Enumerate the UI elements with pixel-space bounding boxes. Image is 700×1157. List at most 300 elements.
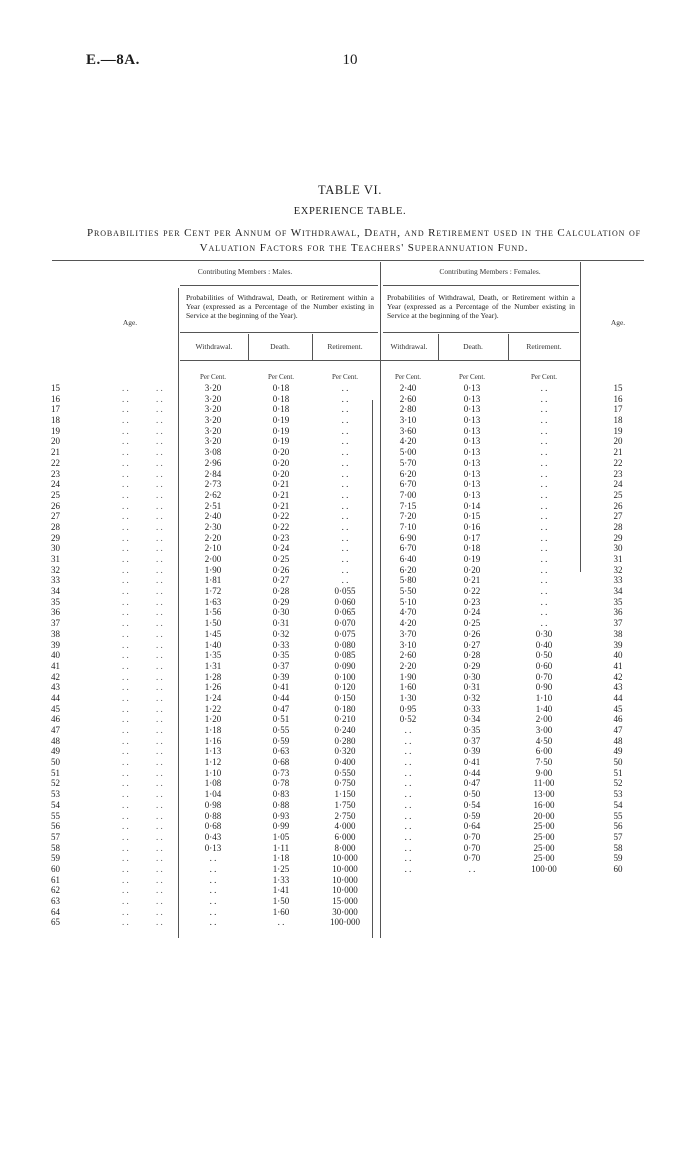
death-male-cell: . . — [277, 917, 285, 928]
death-male-cell: 0·63 — [272, 746, 290, 757]
table-row — [0, 607, 700, 618]
death-male-cell: 0·18 — [272, 383, 290, 393]
age-cell: 60 — [51, 863, 60, 874]
withdrawal-male-cell: 1·50 — [204, 618, 222, 629]
leader-dots: . . — [156, 404, 163, 415]
death-female-cell: 0·24 — [463, 607, 481, 618]
table-row — [0, 853, 700, 864]
withdrawal-male-cell: . . — [209, 853, 217, 864]
age-cell-right: 41 — [613, 660, 623, 671]
unit-label: Per Cent. — [394, 373, 422, 381]
withdrawal-male-cell: 1·28 — [204, 671, 222, 682]
table-row — [0, 447, 700, 458]
death-male-cell: 1·11 — [272, 842, 290, 853]
retirement-female-cell: 0·90 — [535, 682, 553, 693]
withdrawal-male-cell: 2·73 — [204, 479, 222, 490]
leader-dots: . . — [156, 543, 163, 554]
death-male-cell: 0·22 — [272, 521, 290, 532]
retirement-male-cell: . . — [341, 415, 349, 426]
withdrawal-female-cell: 7·20 — [399, 511, 417, 522]
col-header-death-male: Death. — [270, 342, 290, 351]
retirement-female-cell: 3·00 — [535, 725, 553, 735]
retirement-male-cell: . . — [341, 489, 349, 500]
withdrawal-male-cell: 3·20 — [204, 393, 222, 404]
death-male-cell: 1·05 — [272, 831, 290, 842]
withdrawal-male-cell: . . — [209, 885, 217, 896]
retirement-male-cell: 0·240 — [334, 725, 356, 735]
withdrawal-female-cell: 0·95 — [399, 703, 417, 714]
age-cell-right: 46 — [613, 714, 623, 725]
table-row — [0, 501, 700, 512]
leader-dots: . . — [122, 682, 129, 693]
withdrawal-female-cell: 4·70 — [399, 607, 417, 618]
retirement-female-cell: . . — [540, 618, 548, 629]
table-row — [0, 383, 700, 394]
table-row — [0, 404, 700, 415]
death-female-cell: 0·34 — [463, 714, 481, 725]
withdrawal-female-cell: 3·60 — [399, 425, 417, 436]
retirement-male-cell: . . — [341, 532, 349, 543]
leader-dots: . . — [122, 404, 129, 415]
withdrawal-male-cell: 1·16 — [204, 735, 222, 746]
retirement-male-cell: 0·550 — [334, 767, 356, 778]
age-cell: 59 — [51, 853, 60, 864]
leader-dots: . . — [156, 853, 163, 864]
leader-dots: . . — [122, 479, 129, 490]
death-female-cell: 0·13 — [463, 383, 481, 393]
experience-table-body — [0, 383, 700, 928]
withdrawal-female-cell: 7·10 — [399, 521, 417, 532]
table-row — [0, 693, 700, 704]
death-male-cell: 0·44 — [272, 692, 290, 703]
death-male-cell: 1·25 — [272, 863, 290, 874]
table-row — [0, 458, 700, 469]
age-cell-right: 17 — [613, 404, 623, 415]
withdrawal-male-cell: 0·98 — [204, 799, 222, 810]
retirement-male-cell: 0·180 — [334, 703, 356, 714]
death-male-cell: 0·35 — [272, 650, 290, 661]
leader-dots: . . — [122, 618, 129, 629]
retirement-male-cell: . . — [341, 479, 349, 490]
death-female-cell: 0·27 — [463, 639, 481, 650]
table-row — [0, 800, 700, 811]
retirement-female-cell: 11·00 — [533, 778, 555, 789]
withdrawal-female-cell: . . — [404, 789, 412, 800]
retirement-female-cell: . . — [540, 404, 548, 415]
death-male-cell: 0·28 — [272, 586, 290, 597]
withdrawal-female-cell: . . — [404, 735, 412, 746]
leader-dots: . . — [156, 425, 163, 436]
retirement-female-cell: 9·00 — [535, 767, 553, 778]
retirement-female-cell: . . — [540, 500, 548, 511]
retirement-male-cell: 0·320 — [334, 746, 356, 757]
leader-dots: . . — [122, 500, 129, 511]
age-header-left: Age. — [122, 318, 138, 327]
leader-dots: . . — [122, 885, 129, 896]
leader-dots: . . — [156, 703, 163, 714]
retirement-female-cell: 100·00 — [531, 863, 557, 874]
table-row — [0, 479, 700, 490]
retirement-female-cell: 1·40 — [535, 703, 553, 714]
age-cell: 16 — [51, 393, 60, 404]
age-cell: 51 — [51, 767, 60, 778]
death-male-cell: 0·29 — [272, 596, 290, 607]
withdrawal-male-cell: 1·22 — [204, 703, 222, 714]
age-cell: 53 — [51, 789, 60, 800]
withdrawal-male-cell: . . — [209, 896, 217, 906]
age-cell: 50 — [51, 757, 60, 768]
leader-dots: . . — [156, 863, 163, 874]
retirement-male-cell: . . — [341, 468, 349, 479]
death-male-cell: 0·25 — [272, 554, 290, 564]
death-male-cell: 0·24 — [272, 543, 290, 554]
death-female-cell: 0·50 — [463, 789, 481, 800]
table-row — [0, 597, 700, 608]
retirement-female-cell: . . — [540, 383, 548, 393]
withdrawal-male-cell: 1·08 — [204, 778, 222, 789]
retirement-male-cell: 0·085 — [334, 650, 356, 661]
leader-dots: . . — [122, 511, 129, 522]
age-cell-right: 28 — [613, 521, 623, 532]
leader-dots: . . — [122, 917, 129, 928]
age-cell-right: 59 — [613, 853, 623, 864]
withdrawal-female-cell: . . — [404, 863, 412, 874]
age-cell: 43 — [51, 682, 60, 693]
leader-dots: . . — [156, 660, 163, 671]
table-row — [0, 736, 700, 747]
death-male-cell: 0·21 — [272, 500, 290, 511]
death-female-cell: 0·13 — [463, 404, 481, 415]
age-cell: 57 — [51, 831, 60, 842]
leader-dots: . . — [122, 810, 129, 821]
retirement-male-cell: 100·000 — [330, 917, 360, 928]
age-cell: 31 — [51, 554, 60, 564]
withdrawal-male-cell: 3·20 — [204, 383, 222, 393]
leader-dots: . . — [122, 906, 129, 917]
age-cell-right: 33 — [613, 575, 623, 586]
withdrawal-female-cell: 6·40 — [399, 554, 417, 564]
retirement-male-cell: . . — [341, 500, 349, 511]
retirement-male-cell: 0·080 — [334, 639, 356, 650]
death-male-cell: 0·32 — [272, 628, 290, 639]
withdrawal-male-cell: 3·08 — [204, 447, 222, 458]
table-row — [0, 436, 700, 447]
table-row — [0, 896, 700, 907]
col-header-retirement-male: Retirement. — [327, 342, 363, 351]
death-male-cell: 1·41 — [272, 885, 290, 896]
retirement-male-cell: 6·000 — [334, 831, 356, 842]
table-row — [0, 522, 700, 533]
leader-dots: . . — [156, 757, 163, 768]
age-cell-right: 38 — [613, 628, 623, 639]
table-row — [0, 554, 700, 565]
death-male-cell: 0·78 — [272, 778, 290, 789]
retirement-male-cell: . . — [341, 447, 349, 458]
withdrawal-male-cell: 2·20 — [204, 532, 222, 543]
withdrawal-male-cell: 1·18 — [204, 725, 222, 735]
age-cell: 28 — [51, 521, 60, 532]
age-cell: 17 — [51, 404, 60, 415]
death-male-cell: 0·51 — [272, 714, 290, 725]
age-cell-right: 19 — [613, 425, 623, 436]
retirement-female-cell: . . — [540, 586, 548, 597]
withdrawal-female-cell: 2·80 — [399, 404, 417, 415]
leader-dots: . . — [122, 853, 129, 864]
leader-dots: . . — [156, 906, 163, 917]
death-female-cell: 0·39 — [463, 746, 481, 757]
leader-dots: . . — [156, 896, 163, 906]
death-male-cell: 1·33 — [272, 874, 290, 885]
withdrawal-female-cell: 2·60 — [399, 650, 417, 661]
withdrawal-female-cell: . . — [404, 757, 412, 768]
leader-dots: . . — [122, 714, 129, 725]
withdrawal-female-cell: 4·20 — [399, 618, 417, 629]
table-row — [0, 811, 700, 822]
leader-dots: . . — [122, 447, 129, 458]
withdrawal-male-cell: . . — [209, 917, 217, 928]
age-cell: 44 — [51, 692, 60, 703]
death-male-cell: 0·68 — [272, 757, 290, 768]
retirement-female-cell: . . — [540, 521, 548, 532]
leader-dots: . . — [156, 500, 163, 511]
death-female-cell: 0·33 — [463, 703, 481, 714]
leader-dots: . . — [122, 393, 129, 404]
retirement-female-cell: . . — [540, 468, 548, 479]
withdrawal-female-cell: 3·70 — [399, 628, 417, 639]
withdrawal-female-cell: 6·20 — [399, 468, 417, 479]
withdrawal-female-cell: 1·30 — [399, 692, 417, 703]
leader-dots: . . — [122, 735, 129, 746]
withdrawal-female-cell: 2·20 — [399, 660, 417, 671]
leader-dots: . . — [156, 479, 163, 490]
retirement-female-cell: . . — [540, 436, 548, 447]
age-cell: 64 — [51, 906, 60, 917]
table-row — [0, 725, 700, 736]
withdrawal-male-cell: 2·30 — [204, 521, 222, 532]
withdrawal-male-cell: 1·04 — [204, 789, 222, 800]
death-female-cell: 0·13 — [463, 457, 481, 468]
death-male-cell: 0·18 — [272, 404, 290, 415]
age-cell: 46 — [51, 714, 60, 725]
leader-dots: . . — [156, 917, 163, 928]
retirement-male-cell: 0·065 — [334, 607, 356, 618]
leader-dots: . . — [156, 842, 163, 853]
leader-dots: . . — [122, 468, 129, 479]
retirement-male-cell: . . — [341, 383, 349, 393]
leader-dots: . . — [156, 778, 163, 789]
male-group-rule — [180, 285, 378, 286]
retirement-female-cell: . . — [540, 479, 548, 490]
table-row — [0, 394, 700, 405]
retirement-female-cell: . . — [540, 489, 548, 500]
retirement-male-cell: 30·000 — [332, 906, 358, 917]
retirement-female-cell: . . — [540, 511, 548, 522]
retirement-male-cell: . . — [341, 425, 349, 436]
leader-dots: . . — [156, 586, 163, 597]
withdrawal-female-cell: . . — [404, 853, 412, 864]
age-cell-right: 51 — [613, 767, 623, 778]
retirement-male-cell: 15·000 — [332, 896, 358, 906]
leader-dots: . . — [122, 703, 129, 714]
death-male-cell: 0·20 — [272, 457, 290, 468]
retirement-male-cell: 0·055 — [334, 586, 356, 597]
retirement-male-cell: 0·210 — [334, 714, 356, 725]
withdrawal-male-cell: 0·68 — [204, 821, 222, 832]
death-female-cell: 0·25 — [463, 618, 481, 629]
leader-dots: . . — [122, 586, 129, 597]
death-male-cell: 0·27 — [272, 575, 290, 586]
death-male-cell: 1·60 — [272, 906, 290, 917]
age-cell-right: 54 — [613, 799, 623, 810]
age-cell-right: 15 — [613, 383, 623, 393]
leader-dots: . . — [156, 575, 163, 586]
retirement-male-cell: . . — [341, 436, 349, 447]
table-row — [0, 789, 700, 800]
death-male-cell: 0·59 — [272, 735, 290, 746]
retirement-male-cell: 1·150 — [334, 789, 356, 800]
age-cell: 18 — [51, 415, 60, 426]
leader-dots: . . — [156, 725, 163, 735]
leader-dots: . . — [122, 660, 129, 671]
age-cell: 41 — [51, 660, 60, 671]
death-female-cell: 0·31 — [463, 682, 481, 693]
age-cell-right: 55 — [613, 810, 623, 821]
leader-dots: . . — [156, 799, 163, 810]
age-cell: 63 — [51, 896, 60, 906]
age-cell-right: 47 — [613, 725, 623, 735]
leader-dots: . . — [156, 767, 163, 778]
withdrawal-male-cell: 2·00 — [204, 554, 222, 564]
retirement-female-cell: 13·00 — [533, 789, 555, 800]
table-row — [0, 682, 700, 693]
withdrawal-female-cell: 3·10 — [399, 415, 417, 426]
leader-dots: . . — [156, 789, 163, 800]
death-male-cell: 1·50 — [272, 896, 290, 906]
withdrawal-male-cell: 3·20 — [204, 436, 222, 447]
death-female-cell: . . — [468, 863, 476, 874]
death-male-cell: 0·22 — [272, 511, 290, 522]
retirement-female-cell: . . — [540, 457, 548, 468]
death-male-cell: 0·19 — [272, 436, 290, 447]
age-cell-right: 52 — [613, 778, 623, 789]
withdrawal-male-cell: 2·40 — [204, 511, 222, 522]
death-female-cell: 0·17 — [463, 532, 481, 543]
death-female-cell: 0·54 — [463, 799, 481, 810]
death-male-cell: 0·21 — [272, 479, 290, 490]
age-cell-right: 57 — [613, 831, 623, 842]
retirement-female-cell: 2·00 — [535, 714, 553, 725]
age-cell-right: 34 — [613, 586, 623, 597]
death-male-cell: 0·30 — [272, 607, 290, 618]
withdrawal-male-cell: 1·24 — [204, 692, 222, 703]
retirement-male-cell: 0·070 — [334, 618, 356, 629]
leader-dots: . . — [156, 682, 163, 693]
retirement-female-cell: 0·50 — [535, 650, 553, 661]
retirement-female-cell: 0·70 — [535, 671, 553, 682]
header-top-rule — [52, 260, 644, 261]
age-cell-right: 56 — [613, 821, 623, 832]
age-cell: 40 — [51, 650, 60, 661]
leader-dots: . . — [156, 415, 163, 426]
leader-dots: . . — [156, 511, 163, 522]
death-female-cell: 0·13 — [463, 415, 481, 426]
leader-dots: . . — [122, 436, 129, 447]
retirement-male-cell: 10·000 — [332, 853, 358, 864]
leader-dots: . . — [156, 671, 163, 682]
age-cell: 32 — [51, 564, 60, 575]
table-row — [0, 821, 700, 832]
retirement-female-cell: . . — [540, 564, 548, 575]
leader-dots: . . — [122, 863, 129, 874]
retirement-male-cell: 0·060 — [334, 596, 356, 607]
age-cell-right: 26 — [613, 500, 623, 511]
leader-dots: . . — [122, 521, 129, 532]
female-group-rule — [383, 285, 579, 286]
leader-dots: . . — [122, 831, 129, 842]
female-probability-note: Probabilities of Withdrawal, Death, or Retirement within a Year (expressed as a Percentage of the Number existing in Service at the beginning of the Year). — [387, 293, 575, 320]
age-cell-right: 58 — [613, 842, 623, 853]
withdrawal-male-cell: 1·12 — [204, 757, 222, 768]
leader-dots: . . — [122, 778, 129, 789]
age-cell: 37 — [51, 618, 60, 629]
age-cell-right: 24 — [613, 479, 623, 490]
retirement-male-cell: 0·100 — [334, 671, 356, 682]
death-female-cell: 0·15 — [463, 511, 481, 522]
age-cell-right: 49 — [613, 746, 623, 757]
unit-label: Per Cent. — [530, 373, 558, 381]
age-cell: 62 — [51, 885, 60, 896]
table-row — [0, 704, 700, 715]
table-row — [0, 629, 700, 640]
death-female-cell: 0·21 — [463, 575, 481, 586]
age-cell: 56 — [51, 821, 60, 832]
withdrawal-male-cell: 1·26 — [204, 682, 222, 693]
withdrawal-male-cell: 0·43 — [204, 831, 222, 842]
withdrawal-male-cell: 1·63 — [204, 596, 222, 607]
retirement-male-cell: . . — [341, 511, 349, 522]
retirement-female-cell: . . — [540, 425, 548, 436]
withdrawal-female-cell: 0·52 — [399, 714, 417, 725]
withdrawal-male-cell: 1·13 — [204, 746, 222, 757]
leader-dots: . . — [122, 596, 129, 607]
leader-dots: . . — [122, 757, 129, 768]
age-cell-right: 21 — [613, 447, 623, 458]
col-header-death-female: Death. — [463, 342, 483, 351]
male-probability-note: Probabilities of Withdrawal, Death, or Retirement within a Year (expressed as a Percentage of the Number existing in Service at the beginning of the Year). — [186, 293, 374, 320]
death-female-cell: 0·13 — [463, 436, 481, 447]
age-cell: 35 — [51, 596, 60, 607]
withdrawal-male-cell: 3·20 — [204, 425, 222, 436]
age-cell-right: 44 — [613, 692, 623, 703]
withdrawal-female-cell: 7·00 — [399, 489, 417, 500]
age-cell-right: 18 — [613, 415, 623, 426]
retirement-male-cell: 0·280 — [334, 735, 356, 746]
age-cell: 27 — [51, 511, 60, 522]
withdrawal-male-cell: 1·31 — [204, 660, 222, 671]
table-row — [0, 640, 700, 651]
retirement-female-cell: 16·00 — [533, 799, 555, 810]
withdrawal-female-cell: 6·70 — [399, 543, 417, 554]
death-male-cell: 0·20 — [272, 447, 290, 458]
leader-dots: . . — [156, 714, 163, 725]
withdrawal-male-cell: 1·40 — [204, 639, 222, 650]
withdrawal-male-cell: . . — [209, 863, 217, 874]
age-cell: 24 — [51, 479, 60, 490]
withdrawal-male-cell: 1·10 — [204, 767, 222, 778]
death-female-cell: 0·47 — [463, 778, 481, 789]
col-header-withdrawal-female: Withdrawal. — [390, 342, 428, 351]
age-cell-right: 48 — [613, 735, 623, 746]
